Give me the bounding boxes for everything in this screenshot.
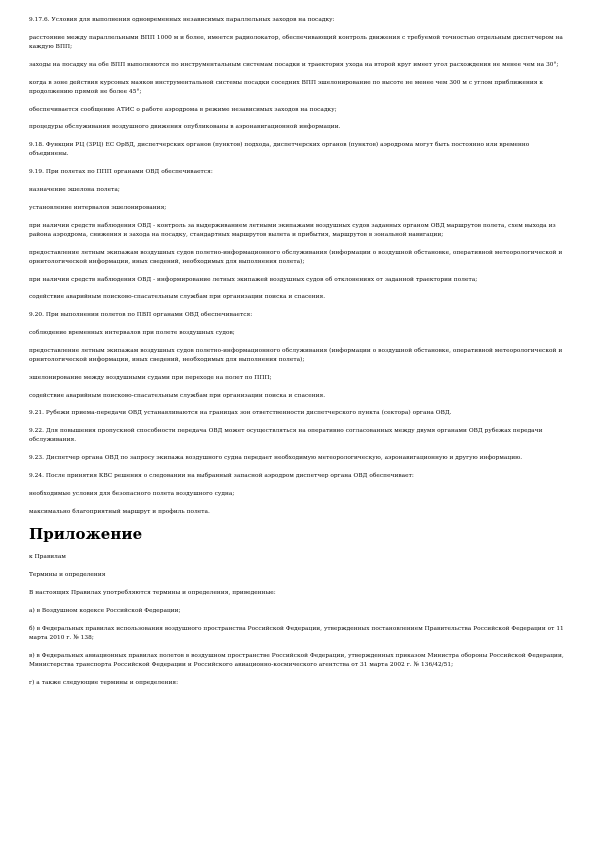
paragraph: а) в Воздушном кодексе Российской Федерации;	[29, 607, 181, 614]
paragraph: максимально благоприятный маршрут и профиль полета.	[29, 508, 210, 515]
paragraph: при наличии средств наблюдения ОВД - информирование летных экипажей воздушных судов об отклонениях от заданной траектории полета;	[29, 276, 478, 283]
paragraph: содействие аварийным поисково-спасательным службам при организации поиска и спасения.	[29, 392, 326, 399]
paragraph: расстояние между параллельными ВПП 1000 м и более, имеется радиолокатор, обеспечивающий контроль движения с требуемой точностью отдельным диспетчером на каждую ВПП;	[29, 34, 563, 50]
paragraph: 9.22. Для повышения пропускной способности передача ОВД может осуществляться на оперативно согласованных между двумя органами ОВД рубежах передачи обслуживания.	[29, 428, 543, 444]
paragraph: 9.20. При выполнении полетов по ПВП органами ОВД обеспечивается:	[29, 312, 253, 319]
paragraph: 9.18. Функции РЦ (ЗРЦ) ЕС ОрВД, диспетчерских органов (пунктов) подхода, диспетчерских органов (пунктов) аэродрома могут быть постоянно или временно объединены.	[29, 142, 530, 158]
paragraph: к Правилам	[29, 554, 66, 561]
paragraph: Термины и определения	[29, 572, 106, 579]
paragraph: 9.21. Рубежи приема-передачи ОВД устанавливаются на границах зон ответственности диспетчерского пункта (сектора) органа ОВД.	[29, 410, 452, 417]
paragraph: необходимые условия для безопасного полета воздушного судна;	[29, 490, 235, 497]
paragraph: заходы на посадку на обе ВПП выполняются по инструментальным системам посадки и траектория ухода на второй круг имеет угол расхождения не менее чем на 30°;	[29, 61, 559, 68]
appendix-heading: Приложение	[29, 525, 143, 544]
paragraph: назначение эшелона полета;	[29, 186, 120, 193]
paragraph: 9.23. Диспетчер органа ОВД по запросу экипажа воздушного судна передает необходимую метеорологическую, аэронавигационную и другую информацию.	[29, 455, 523, 462]
paragraph: предоставление летным экипажам воздушных судов полетно-информационного обслуживания (информации о воздушной обстановке, оперативной метеорологической и орнитологической информации, иных сведений, необходимых для выполнения полета);	[29, 249, 563, 265]
paragraph: соблюдение временных интервалов при полете воздушных судов;	[29, 329, 235, 336]
paragraph: В настоящих Правилах употребляются термины и определения, приведенные:	[29, 589, 276, 596]
paragraph: 9.19. При полетах по ППП органами ОВД обеспечивается:	[29, 169, 213, 176]
paragraph: г) а также следующие термины и определения:	[29, 679, 179, 686]
paragraph: когда в зоне действия курсовых маяков инструментальной системы посадки соседних ВПП эшелонирование по высоте не менее чем 300 м с углом приближения к продолжению прямой не более 45°;	[29, 79, 544, 95]
paragraph: в) в Федеральных авиационных правилах полетов в воздушном пространстве Российской Федерации, утвержденных приказом Министра обороны Российской Федерации, Министерства транспорта Российской Федерации и Российского авиационно-космического агентства от 31 марта 2002 г. № 136/42/51;	[29, 652, 564, 668]
appendix-paragraphs	[29, 553, 565, 687]
paragraph: 9.17.6. Условия для выполнения одновременных независимых параллельных заходов на посадку:	[29, 17, 335, 23]
paragraph: эшелонирование между воздушными судами при переходе на полет по ППП;	[29, 374, 272, 381]
paragraph: содействие аварийным поисково-спасательным службам при организации поиска и спасения.	[29, 294, 326, 301]
paragraph: установление интервалов эшелонирования;	[29, 204, 167, 211]
paragraph: предоставление летным экипажам воздушных судов полетно-информационного обслуживания (информации о воздушной обстановке, оперативной метеорологической и орнитологической информации, иных сведений, необходимых для выполнения полета);	[29, 347, 563, 363]
paragraph: при наличии средств наблюдения ОВД - контроль за выдерживанием летными экипажами воздушных судов заданных органом ОВД маршрутов полета, схем выхода из района аэродрома, снижения и захода на посадку, стандартных маршрутов вылета и прибытия, маршрутов в зональной навигации;	[29, 222, 556, 238]
section-9-paragraphs	[29, 16, 565, 517]
paragraph: б) в Федеральных правилах использования воздушного пространства Российской Федерации, утвержденных постановлением Правительства Российской Федерации от 11 марта 2010 г. № 138;	[29, 625, 564, 641]
paragraph: 9.24. После принятия КВС решения о следовании на выбранный запасной аэродром диспетчер органа ОВД обеспечивает:	[29, 472, 414, 479]
paragraph: обеспечивается сообщение АТИС о работе аэродрома в режиме независимых заходов на посадку;	[29, 106, 337, 113]
paragraph: процедуры обслуживания воздушного движения опубликованы в аэронавигационной информации.	[29, 124, 341, 131]
